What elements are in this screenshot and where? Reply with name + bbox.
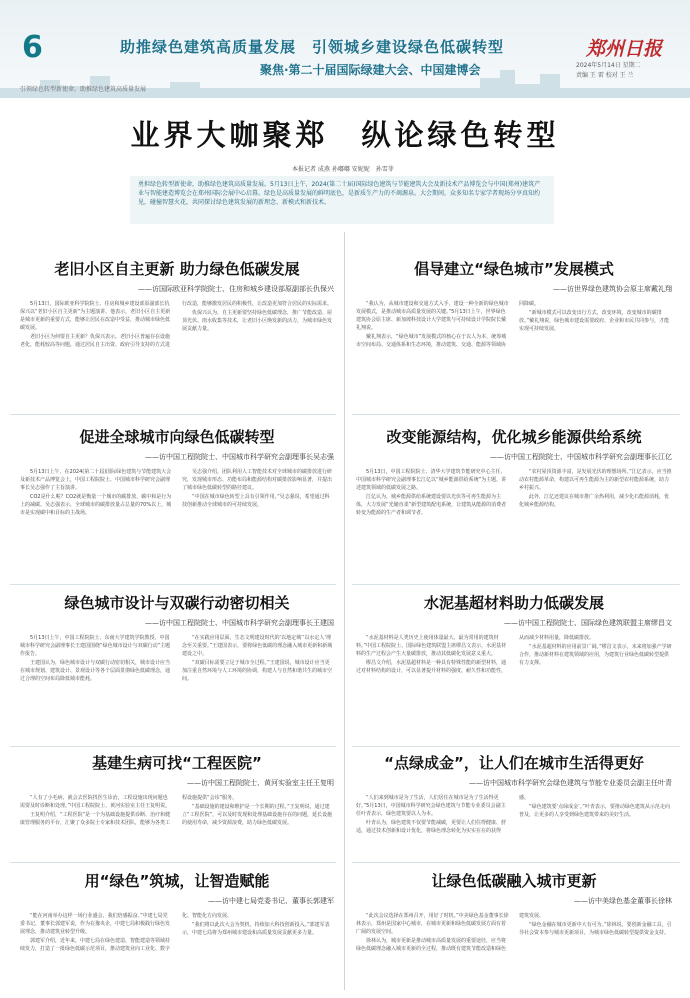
article-title: 改变能源结构，优化城乡能源供给系统: [386, 428, 642, 446]
section-divider: [10, 862, 336, 863]
article: [20, 592, 334, 740]
article-paragraph: “人有了小毛病，就会去医院找医生诊治，工程设施出现问题也需要及时诊断和处理。”中国工程院院士、黄河实验室主任王复明说。: [20, 795, 171, 809]
article-paragraph: “绿色金融在城市更新中大有可为。”徐林说，要创新金融工具，引导社会资本参与城市更新项目，为城市绿色低碳转型提供资金支持。: [519, 922, 672, 936]
editor-credits: 责编 王 雷 校对 王 兰: [576, 72, 634, 79]
article-title: 绿色城市设计与双碳行动密切相关: [64, 594, 290, 612]
newspaper-logo: 郑州日报: [586, 38, 663, 60]
article-paragraph: “水泥基材料是人类历史上使用体量最大、最为常用的建筑材料。”中国工程院院士、国际绿色建筑联盟主席缪昌文表示，水泥基材料的生产过程会产生大量碳排放，推动其低碳化发展意义重大。: [356, 635, 507, 657]
page-masthead: [0, 0, 690, 98]
article-body: [20, 468, 334, 517]
article-body: [356, 468, 672, 517]
article: [356, 752, 672, 858]
article-title: 倡导建立“绿色城市”发展模式: [414, 260, 614, 278]
article-paragraph: “我们将以此次大会为契机，持续加大科技创新投入。”郭建军表示，中建七局将为郑州城市建设和高质量发展贡献更多力量。: [182, 922, 330, 936]
article-title: 用“绿色”筑城，让智造赋能: [84, 872, 270, 890]
article-subtitle: ——访中国工程院院士、国际绿色建筑联盟主席缪昌文: [504, 619, 672, 627]
article: [20, 426, 334, 578]
article-paragraph: 吴志强介绍，团队利用人工智能技术对全球城市的碳排放进行研究，发现城市形态、功能布局和能源结构对碳排放影响显著，并提出了城市绿色低碳转型的路径建议。: [182, 469, 333, 491]
article-paragraph: 缪昌文介绍，水泥基超材料是一种具有特殊性能的新型材料，通过对材料结构的设计，可以显著提升材料的强度、耐久性和功能性，从而减少材料用量，降低碳排放。: [356, 635, 595, 674]
article-paragraph: 此外，江亿还建议在城市推广余热利用，减少化石能源消耗，优化城乡能源结构。: [519, 494, 670, 508]
article-subtitle: ——访中建七局党委书记、董事长郭建军: [208, 897, 334, 905]
article-subtitle: ——访中美绿色基金董事长徐林: [574, 897, 672, 905]
article-paragraph: 戴礼翔表示，“绿色城市”发展模式的核心在于以人为本，统筹城市空间布局、交通体系和生态环境，推动建筑、交通、能源等领域协同降碳。: [356, 301, 540, 348]
article-paragraph: 5月13日上午，在2024(第二十届)国际绿色建筑与节能建筑大会及新技术产品博览会上，中国工程院院士、中国城市科学研究会副理事长吴志强作了主旨演讲。: [20, 469, 172, 491]
article-paragraph: “水泥基超材料的应用前景广阔。”缪昌文表示，未来将加强产学研合作，推动新材料在建筑领域的应用，为建筑行业绿色低碳转型提供有力支撑。: [519, 644, 672, 666]
issue-date: 2024年5月14日 星期二: [576, 62, 641, 69]
article-subtitle: ——访中国工程院院士、中国城市科学研究会副理事长江亿: [490, 453, 672, 461]
article-paragraph: “此次会议选择在郑州召开，用好了时机。”中美绿色基金董事长徐林表示，郑州是国家中心城市，在城市更新和绿色低碳发展方面有着广阔的发展空间。: [356, 913, 509, 935]
article-paragraph: CO2是什么呢？CO2就是衡量一个城市的碳排放，碳中和是行为上的减碳。吴志强表示，全球城市的碳排放量占总量的70%以上，城市是实现碳中和目标的主战场。: [20, 494, 172, 516]
article-title: 老旧小区自主更新 助力绿色低碳发展: [54, 260, 300, 278]
section-divider: [352, 414, 680, 415]
column-divider: [344, 232, 345, 990]
article-body: [356, 300, 672, 349]
article-body: [356, 634, 672, 675]
article: [20, 752, 334, 858]
article-subtitle: ——访中国工程院院士、中国城市科学研究会副理事长王建国: [145, 619, 334, 627]
lead-paragraph: 勇担绿色转型新使命，助推绿色建筑高质量发展。5月13日上午，2024(第二十届)国际绿色建筑与节能建筑大会及新技术产品博览会与中国(郑州)建筑产业与智能建造博览会在郑州国际会展中心启幕。绿色是高质量发展的鲜明底色，是新质生产力的不竭源泉。大会期间，众多知名专家学者现场分享真知灼见，碰撞智慧火花，共同探讨绿色建筑发展的新理念、新模式和新技术。: [130, 176, 554, 224]
article-paragraph: “农村屋顶资源丰富，是发展光伏的理想场所。”江亿表示，应当推动农村能源革命，构建以可再生能源为主的新型农村能源系统，助力乡村振兴。: [519, 469, 672, 491]
article-paragraph: “新城市模式可以改变出行方式，改变环境，改变城市的碳排放。”戴礼翔说，绿色城市建设需要政府、企业和市民共同参与，才能实现可持续发展。: [519, 310, 670, 332]
section-divider: [352, 862, 680, 863]
reporter-byline: 本报记者 成燕 孙嘟嘟 安妮妮 孙雪菲: [292, 166, 394, 173]
article-paragraph: 5月13日上午，中国工程院院士、东南大学建筑学院教授、中国城市科学研究会副理事长王建国围绕“绿色城市设计与双碳行动”主题作报告。: [20, 635, 171, 657]
article-title: “点绿成金”，让人们在城市生活得更好: [384, 754, 644, 772]
article-paragraph: 王复明介绍，“工程医院”是一个为基础设施提供诊断、治疗和健康管理服务的平台，汇聚了众多院士专家和技术团队，能够为各类工程设施提供“会诊”服务。: [20, 795, 238, 826]
article-body: [356, 794, 672, 835]
article-paragraph: “能在河南举办这样一场行业盛会，我们倍感振奋。”中建七局党委书记、董事长郭建军说，作为在豫央企，中建七局积极践行绿色发展理念，推动建筑业转型升级。: [20, 913, 171, 935]
article-paragraph: “绿色建筑要‘点绿成金’。”叶青表示，要推动绿色建筑从示范走向普及，让更多的人享受到绿色建筑带来的美好生活。: [519, 804, 670, 818]
page-slogan: 助推绿色建筑高质量发展 引领城乡建设绿色低碳转型: [120, 38, 505, 56]
article: [20, 870, 334, 992]
article-title: 水泥基超材料助力低碳发展: [423, 594, 604, 612]
article-paragraph: 仇保兴认为，自主更新要坚持绿色低碳理念，推广节能改造、屋顶光伏、雨水收集等技术，让老旧小区焕发新的活力，为城市绿色发展贡献力量。: [182, 310, 333, 332]
article: [356, 592, 672, 740]
article-paragraph: “双碳目标需要立足于城市全过程。”王建国说，城市设计应当更加注重自然环境与人工环境的协调，构建人与自然和谐共生的城市空间。: [182, 660, 333, 682]
article: [356, 870, 672, 992]
article-subtitle: ——访国际欧亚科学院院士、住房和城乡建设部原副部长仇保兴: [138, 285, 334, 293]
section-divider: [352, 746, 680, 747]
article-title: 让绿色低碳融入城市更新: [431, 872, 597, 890]
article-paragraph: 郭建军介绍，近年来，中建七局在绿色建造、智能建造等领域持续发力，打造了一批绿色低碳示范项目，推动建筑业向工业化、数字化、智能化方向发展。: [20, 913, 233, 952]
article-paragraph: “在实践应用层面，生态文明建设时代的‘以地定城’‘以水定人’理念至关重要。”王建国表示，要将绿色低碳的理念融入城市更新和新城建设之中。: [182, 635, 333, 657]
article-paragraph: “人们来到城市是为了生活，人们居住在城市是为了生活得更好。”5月13日，中国城市科学研究会绿色建筑与节能专业委员会副主任叶青表示，绿色建筑要以人为本。: [356, 795, 506, 817]
article-title: 基建生病可找“工程医院”: [92, 754, 262, 772]
page-subslogan: 聚焦·第二十届国际绿建大会、中国建博会: [260, 63, 481, 77]
page-title: 业界大咖聚郑 纵论绿色转型: [130, 118, 560, 152]
article-title: 促进全球城市向绿色低碳转型: [79, 428, 275, 446]
article-subtitle: ——访世界绿色建筑协会原主席戴礼翔: [553, 285, 672, 293]
article-body: [20, 300, 334, 349]
article-paragraph: “基础设施的建设和维护是一个长期的过程。”王复明说，通过建立“工程医院”，可以及时发现和处理基础设施存在的问题，延长设施的使用寿命，减少资源浪费，助力绿色低碳发展。: [182, 804, 333, 826]
article: [356, 258, 672, 408]
page-number: 6: [22, 30, 43, 65]
page-tagline: 引领绿色转型新使命，助推绿色建筑高质量发展: [20, 86, 147, 93]
article-paragraph: 5月13日，国际欧亚科学院院士、住房和城乡建设部原副部长仇保兴以“老旧小区自主更新”为主题演讲。他表示，老旧小区自主更新是城市更新的重要方式，能够让居民在改造中受益，推动城市绿色低碳发展。: [20, 301, 171, 331]
article-body: [20, 912, 334, 953]
article: [20, 258, 334, 408]
section-divider: [10, 746, 336, 747]
article-paragraph: 叶青认为，绿色建筑不仅要节能减碳，更要让人们住得健康、舒适，通过技术创新和设计优化，将绿色理念转化为实实在在的获得感。: [356, 795, 530, 834]
article-paragraph: 老旧小区为何要自主更新？仇保兴表示，老旧小区普遍存在设施老化、能耗较高等问题，通过居民自主出资、政府引导支持的方式进行改造，能够激发居民的积极性，让改造更加符合居民的实际需求。: [20, 301, 333, 348]
section-divider: [10, 414, 336, 415]
article-paragraph: 江亿认为，城乡能源供给系统建设要以光伏等可再生能源为主体，大力发展“光储直柔”新型建筑配电系统，让建筑从能源的消费者转变为能源的生产者和调节者。: [356, 494, 507, 516]
article-body: [356, 912, 672, 953]
article-paragraph: 王建国认为，绿色城市设计与双碳行动密切相关，城市设计应当在城市规划、建筑设计、景观设计等各个层面贯彻绿色低碳理念，通过合理的空间布局降低城市能耗。: [20, 660, 171, 682]
section-divider: [10, 584, 336, 585]
article-paragraph: 徐林认为，城市更新是推动城市高质量发展的重要途径，应当将绿色低碳理念融入城市更新的全过程，推动既有建筑节能改造和绿色建筑发展。: [356, 913, 545, 952]
article-subtitle: ——访中国工程院院士、黄河实验室主任王复明: [187, 779, 334, 787]
article-subtitle: ——访中国城市科学研究会绿色建筑与节能专业委员会副主任叶青: [469, 779, 672, 787]
section-divider: [352, 584, 680, 585]
article-body: [20, 794, 334, 828]
article-body: [20, 634, 334, 684]
article-paragraph: “中国在城市绿色转型上具有引领作用。”吴志强说，希望通过科技创新推动全球城市的可持续发展。: [182, 494, 330, 508]
article-paragraph: 5月13日，中国工程院院士、清华大学建筑节能研究中心主任、中国城市科学研究会副理事长江亿以“城乡能源供给系统”为主题，讲述建筑领域的低碳发展之路。: [356, 469, 507, 491]
article: [356, 426, 672, 578]
article-subtitle: ——访中国工程院院士、中国城市科学研究会副理事长吴志强: [145, 453, 334, 461]
article-paragraph: “我认为，从城市建设和交通方式入手，建设一种全新的绿色城市发展模式，是推动城市高质量发展的关键。”5月13日上午，世界绿色建筑协会原主席、新加坡科技设计大学建筑与可持续设计学院院长戴礼翔说。: [356, 301, 509, 331]
